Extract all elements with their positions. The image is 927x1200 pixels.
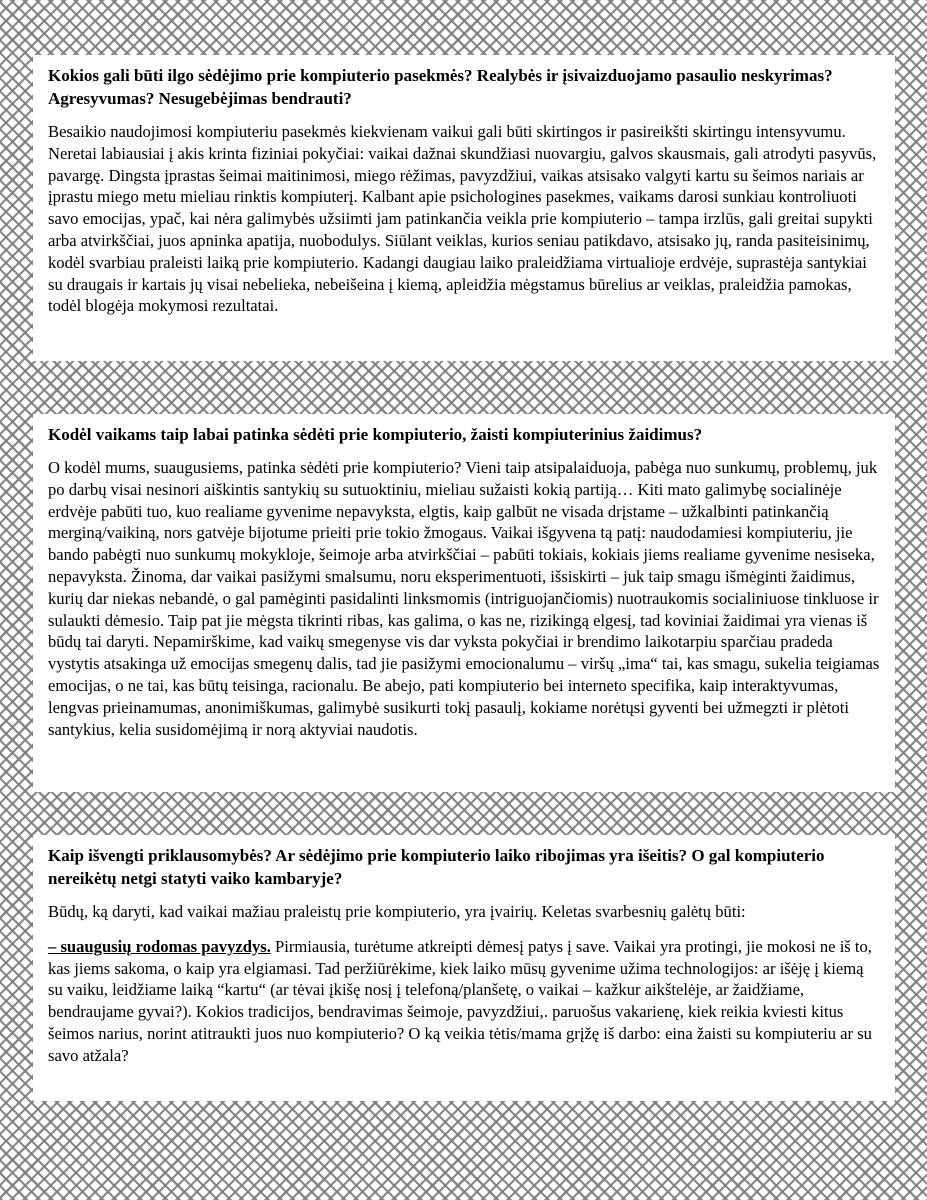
section-long-sitting-consequences xyxy=(33,55,895,361)
section-heading-why-kids-like: Kodėl vaikams taip labai patinka sėdėti prie kompiuterio, žaisti kompiuterinius žaidimus? xyxy=(48,425,703,444)
section-paragraph-why-kids-like: O kodėl mums, suaugusiems, patinka sėdėti prie kompiuterio? Vieni taip atsipalaiduoja, pabėga nuo sunkumų, problemų, juk po darbų visai nesinori aiškintis santykių su sutuoktiniu, mieliau sužaisti kokią partiją… Kiti mato galimybę socialinėje erdvėje pabūti tuo, kuo realiame gyvenime nepavyksta, elgtis, kaip galbūt ne visada drįstame – užkalbinti patinkančią merginą/vaikiną, nors gatvėje bijotume prieiti prie tokio žmogaus. Vaikai išgyvena tą patį: naudodamiesi kompiuteriu, jie bando pabėgti nuo sunkumų mokykloje, šeimoje arba atvirkščiai – pabūti tokiais, kokiais jiems realiame gyvenime nesiseka, nepavyksta. Žinoma, dar vaikai pasižymi smalsumu, noru eksperimentuoti, išsiskirti – juk taip smagu išmėginti žaidimus, kurių dar niekas nebandė, o gal pamėginti pasidalinti linksmomis (intriguojančiomis) nuotraukomis socialiniuose tinkluose ir sulaukti dėmesio. Taip pat jie mėgsta tikrinti ribas, kas galima, o kas ne, rizikingą elgesį, tad koviniai žaidimai yra vienas iš būdų tai daryti. Nepamirškime, kad vaikų smegenyse vis dar vyksta pokyčiai ir brendimo laikotarpiu sparčiau pradeda vystytis atsakinga už emocijas smegenų dalis, tad jie pasižymi emocionalumu – viršų „ima“ tai, kas smagu, sukelia teigiamas emocijas, o ne tai, kas būtų teisinga, racionalu. Be abejo, pati kompiuterio bei interneto specifika, kaip interaktyvumas, lengvas prieinamumas, anonimiškumas, galimybė susikurti tokį pasaulį, kokiame norėtųsi gyventi bei užmegzti ir plėtoti santykius, kelia susidomėjimą ir norą aktyviai naudotis. xyxy=(48,458,880,739)
section-how-to-avoid-addiction xyxy=(33,835,895,1101)
section-paragraph-consequences: Besaikio naudojimosi kompiuteriu pasekmės kiekvienam vaikui gali būti skirtingos ir pasireikšti skirtingu intensyvumu. Neretai labiausiai į akis krinta fiziniai pokyčiai: vaikai dažnai skundžiasi nuovargiu, galvos skausmais, gali atrodyti pasyvūs, pavargę. Dingsta įprastas šeimai maitinimosi, miego rėžimas, pavyzdžiui, vaikas atsisako valgyti kartu su šeimos nariais ar įprastu miego metu mieliau rinktis kompiuterį. Kalbant apie psichologines pasekmes, vaikams darosi sunkiau kontroliuoti savo emocijas, ypač, kai nėra galimybės užsiimti jam patinkančia veikla prie kompiuterio – tampa irzlūs, gali greitai supykti arba atvirkščiai, juos apninka apatija, nuobodulys. Siūlant veiklas, kurios seniau patikdavo, atsisako jų, randa pasiteisinimų, kodėl svarbiau praleisti laiką prie kompiuterio. Kadangi daugiau laiko praleidžiama virtualioje erdvėje, suprastėja santykiai su draugais ir kartais jų visai nebelieka, nebeišeina į kiemą, apleidžia mėgstamus būrelius ar veiklas, praleidžia pamokas, todėl blogėja mokymosi rezultatai. xyxy=(48,122,877,316)
section-paragraph-adult-example xyxy=(48,936,881,1067)
emphasis-rest-adult-example: Pirmiausia, turėtume atkreipti dėmesį patys į save. Vaikai yra protingi, jie mokosi ne iš to, kas jiems sakoma, o kaip yra elgiamasi. Tad peržiūrėkime, kiek laiko mūsų gyvenime užima technologijos: ar išėję į kiemą su vaiku, leidžiame laiką “kartu“ (ar tėvai įkišę nosį į telefoną/planšetę, o vaikai – kažkur aikštelėje, ar žaidžiame, bendraujame gyvai?). Kokios tradicijos, bendravimas šeimoje, pavyzdžiui,. paruošus vakarienę, kiek reikia kviesti kitus šeimos narius, norint atitraukti juos nuo kompiuterio? O ką veikia tėtis/mama grįžę iš darbo: eina žaisti su kompiuteriu ar su savo atžala? xyxy=(48,936,872,1065)
emphasis-lead-adult-example: – suaugusių rodomas pavyzdys. xyxy=(48,936,271,956)
section-heading-avoid-addiction: Kaip išvengti priklausomybės? Ar sėdėjimo prie kompiuterio laiko ribojimas yra išeitis? O gal kompiuterio nereikėtų netgi statyti vaiko kambaryje? xyxy=(48,846,825,888)
section-why-kids-like-computers xyxy=(33,414,895,792)
section-paragraph-ways-intro: Būdų, ką daryti, kad vaikai mažiau praleistų prie kompiuterio, yra įvairių. Keletas svarbesnių galėtų būti: xyxy=(48,902,746,921)
section-heading-consequences: Kokios gali būti ilgo sėdėjimo prie kompiuterio pasekmės? Realybės ir įsivaizduojamo pasaulio neskyrimas? Agresyvumas? Nesugebėjimas bendrauti? xyxy=(48,66,833,108)
